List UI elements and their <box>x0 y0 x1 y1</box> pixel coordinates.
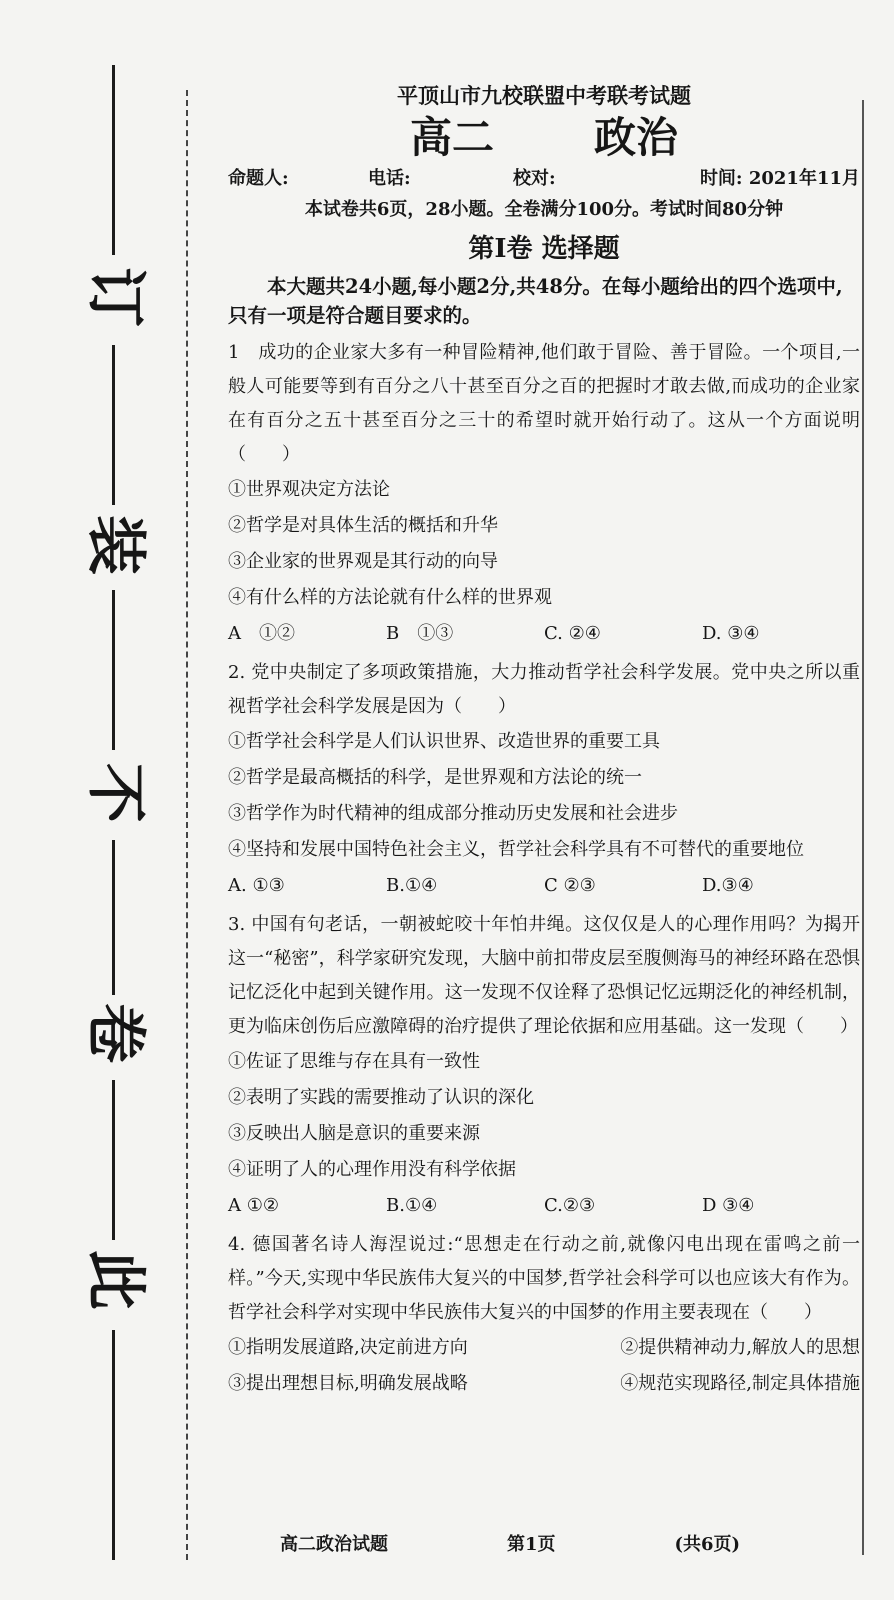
exam-content <box>228 80 860 1402</box>
choice-d: D.③④ <box>702 875 754 896</box>
subject-title <box>228 112 860 164</box>
subject-label: 政治 <box>594 113 679 162</box>
binding-char: 订 <box>80 267 150 327</box>
phone-label: 电话: <box>368 168 411 189</box>
binding-line <box>112 65 115 255</box>
question-option: ②哲学是对具体生活的概括和升华 <box>228 515 498 536</box>
binding-line <box>112 1330 115 1560</box>
footer-title: 高二政治试题 <box>280 1534 388 1555</box>
section-title: 第I卷 选择题 <box>468 234 620 264</box>
choice-d: D ③④ <box>702 1195 755 1216</box>
binding-line <box>112 590 115 750</box>
choice-a: A ①② <box>228 1195 279 1216</box>
choice-a: A ①② <box>228 623 295 644</box>
question-stem: 4. 德国著名诗人海涅说过:“思想走在行动之前,就像闪电出现在雷鸣之前一样。”今天,实现中华民族伟大复兴的中国梦,哲学社会科学可以也应该大有作为。哲学社会科学对实现中华民族伟大复兴的中国梦的作用主要表现在（ ） <box>228 1234 860 1323</box>
binding-char: 卷 <box>80 1003 150 1063</box>
page-border-line <box>862 100 864 1555</box>
time-label: 时间: 2021年11月 <box>699 168 860 189</box>
question-stem: 1 成功的企业家大多有一种冒险精神,他们敢于冒险、善于冒险。一个项目,一般人可能要等到有百分之八十甚至百分之百的把握时才敢去做,而成功的企业家在有百分之五十甚至百分之三十的希望时就开始行动了。这从一个方面说明（ ） <box>228 342 860 465</box>
dashed-margin-line <box>186 90 188 1560</box>
question-option: ④有什么样的方法论就有什么样的世界观 <box>228 587 552 608</box>
question-option: ②提供精神动力,解放人的思想 <box>620 1337 860 1358</box>
question-option: ①哲学社会科学是人们认识世界、改造世界的重要工具 <box>228 731 660 752</box>
binding-margin <box>0 0 180 1600</box>
question-option: ①指明发展道路,决定前进方向 <box>228 1337 468 1358</box>
choice-d: D. ③④ <box>702 623 760 644</box>
school-title: 平顶山市九校联盟中考联考试题 <box>397 83 691 108</box>
binding-line <box>112 840 115 995</box>
grade-label: 高二 <box>409 113 494 162</box>
section-intro: 本大题共24小题,每小题2分,共48分。在每小题给出的四个选项中,只有一项是符合题目要求的。 <box>228 275 843 327</box>
choice-a: A. ①③ <box>228 875 285 896</box>
question-option: ③哲学作为时代精神的组成部分推动历史发展和社会进步 <box>228 803 678 824</box>
exam-note: 本试卷共6页，28小题。全卷满分100分。考试时间80分钟 <box>304 199 784 220</box>
option-pair <box>228 1330 860 1366</box>
option-pair <box>228 1366 860 1402</box>
question-option: ③提出理想目标,明确发展战略 <box>228 1373 468 1394</box>
question-option: ②表明了实践的需要推动了认识的深化 <box>228 1087 534 1108</box>
page-footer <box>280 1530 740 1556</box>
binding-line <box>112 1080 115 1240</box>
binding-char: 不 <box>80 763 150 823</box>
answer-choices <box>228 1188 860 1224</box>
choice-b: B.①④ <box>386 875 438 896</box>
question-option: ③反映出人脑是意识的重要来源 <box>228 1123 480 1144</box>
question-option: ④规范实现路径,制定具体措施 <box>620 1373 860 1394</box>
binding-char: 此 <box>80 1250 150 1310</box>
answer-choices <box>228 616 860 652</box>
question-option: ①佐证了思维与存在具有一致性 <box>228 1051 480 1072</box>
answer-choices <box>228 868 860 904</box>
choice-b: B.①④ <box>386 1195 438 1216</box>
question-option: ②哲学是最高概括的科学，是世界观和方法论的统一 <box>228 767 642 788</box>
question-stem: 2. 党中央制定了多项政策措施，大力推动哲学社会科学发展。党中央之所以重视哲学社会科学发展是因为（ ） <box>228 662 860 717</box>
question-option: ④证明了人的心理作用没有科学依据 <box>228 1159 516 1180</box>
author-label: 命题人: <box>228 168 289 189</box>
choice-c: C. ②④ <box>544 623 601 644</box>
footer-total: (共6页) <box>674 1534 740 1555</box>
proof-label: 校对: <box>513 168 556 189</box>
binding-char: 装 <box>80 515 150 575</box>
binding-line <box>112 345 115 505</box>
question-option: ①世界观决定方法论 <box>228 479 390 500</box>
exam-meta <box>228 164 860 194</box>
choice-c: C ②③ <box>544 875 596 896</box>
question-stem: 3. 中国有句老话，一朝被蛇咬十年怕井绳。这仅仅是人的心理作用吗？为揭开这一“秘密”，科学家研究发现，大脑中前扣带皮层至腹侧海马的神经环路在恐惧记忆泛化中起到关键作用。这一发现不仅诠释了恐惧记忆远期泛化的神经机制，更为临床创伤后应激障碍的治疗提供了理论依据和应用基础。这一发现（ ） <box>228 914 860 1037</box>
choice-c: C.②③ <box>544 1195 596 1216</box>
question-option: ③企业家的世界观是其行动的向导 <box>228 551 498 572</box>
footer-page: 第1页 <box>506 1534 556 1555</box>
question-option: ④坚持和发展中国特色社会主义，哲学社会科学具有不可替代的重要地位 <box>228 839 804 860</box>
choice-b: B ①③ <box>386 623 454 644</box>
